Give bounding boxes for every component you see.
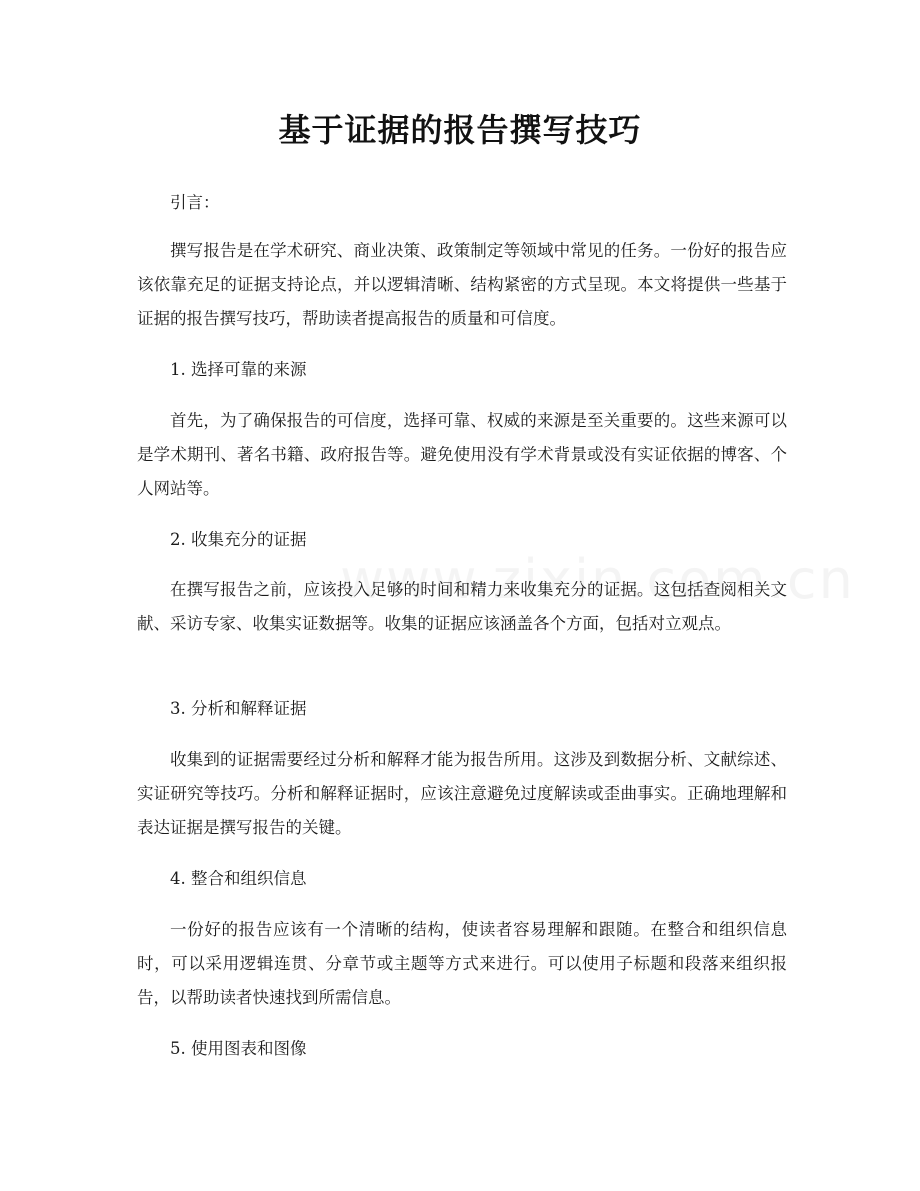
intro-label: 引言：	[170, 193, 220, 212]
section-heading-5: 5. 使用图表和图像	[170, 1039, 307, 1058]
section-paragraph-1: 首先，为了确保报告的可信度，选择可靠、权威的来源是至关重要的。这些来源可以是学术期刊、著名书籍、政府报告等。避免使用没有学术背景或没有实证依据的博客、个人网站等。	[137, 411, 787, 498]
document-title: 基于证据的报告撰写技巧	[278, 111, 642, 149]
section-paragraph-4: 一份好的报告应该有一个清晰的结构，使读者容易理解和跟随。在整合和组织信息时，可以采用逻辑连贯、分章节或主题等方式来进行。可以使用子标题和段落来组织报告，以帮助读者快速找到所需信息。	[137, 920, 787, 1007]
section-paragraph-3: 收集到的证据需要经过分析和解释才能为报告所用。这涉及到数据分析、文献综述、实证研究等技巧。分析和解释证据时，应该注意避免过度解读或歪曲事实。正确地理解和表达证据是撰写报告的关键。	[137, 750, 787, 837]
section-paragraph-2: 在撰写报告之前，应该投入足够的时间和精力来收集充分的证据。这包括查阅相关文献、采访专家、收集实证数据等。收集的证据应该涵盖各个方面，包括对立观点。	[137, 580, 787, 633]
section-heading-2: 2. 收集充分的证据	[170, 530, 307, 549]
section-heading-3: 3. 分析和解释证据	[170, 699, 307, 718]
intro-paragraph: 撰写报告是在学术研究、商业决策、政策制定等领域中常见的任务。一份好的报告应该依靠充足的证据支持论点，并以逻辑清晰、结构紧密的方式呈现。本文将提供一些基于证据的报告撰写技巧，帮助读者提高报告的质量和可信度。	[137, 241, 787, 328]
section-heading-1: 1. 选择可靠的来源	[170, 360, 307, 379]
section-heading-4: 4. 整合和组织信息	[170, 869, 307, 888]
